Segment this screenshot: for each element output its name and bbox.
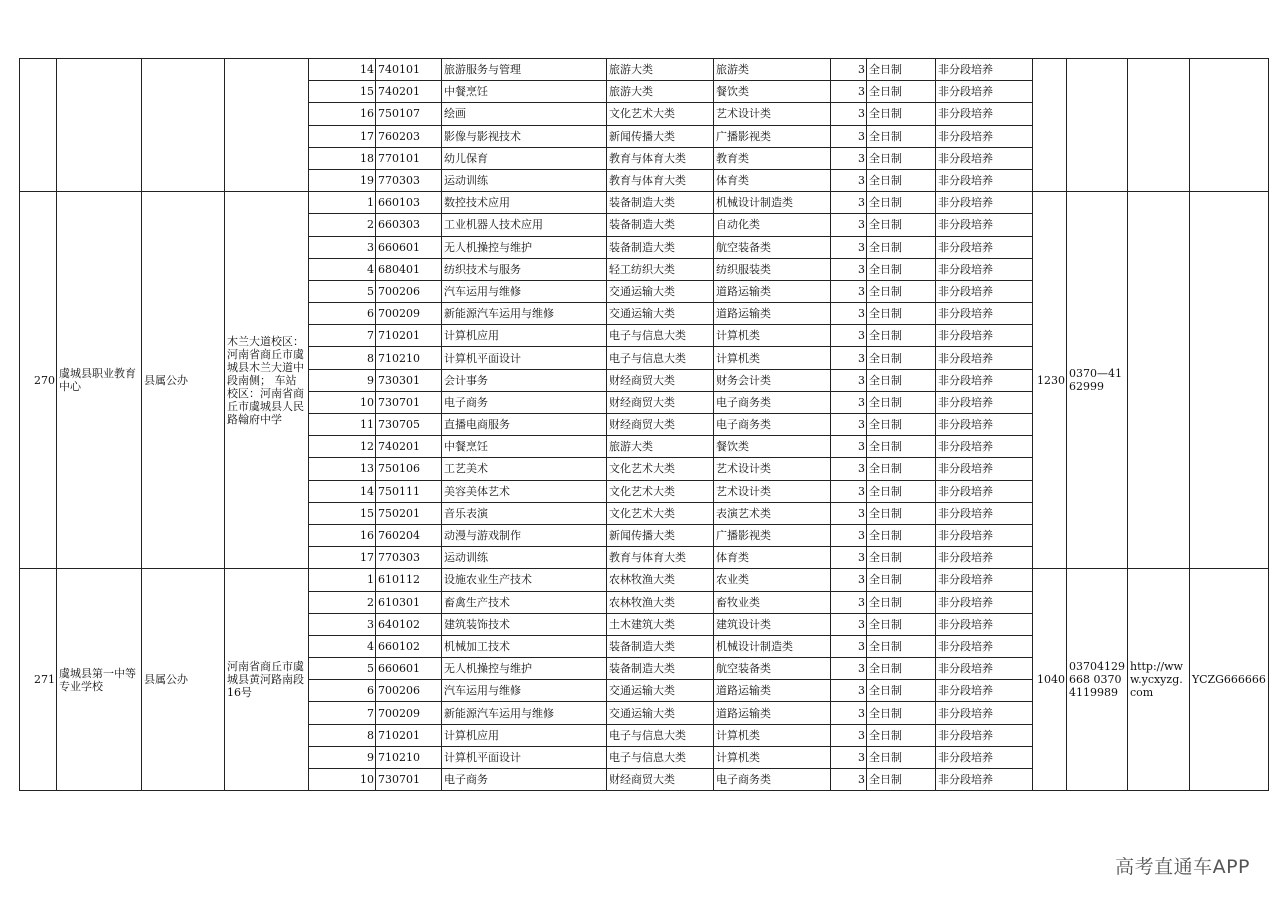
study-mode-cell: 全日制 [867, 769, 936, 791]
major-index-cell: 9 [309, 369, 376, 391]
major-index-cell: 19 [309, 169, 376, 191]
training-mode-cell: 非分段培养 [936, 369, 1033, 391]
major-code-cell: 740201 [376, 436, 442, 458]
major-index-cell: 10 [309, 391, 376, 413]
study-mode-cell: 全日制 [867, 414, 936, 436]
major-code-cell: 660103 [376, 192, 442, 214]
duration-cell: 3 [831, 724, 867, 746]
major-class-cell: 道路运输类 [714, 303, 831, 325]
wechat-cell: YCZG666666 [1190, 569, 1269, 791]
major-name-cell: 绘画 [442, 103, 607, 125]
training-mode-cell: 非分段培养 [936, 280, 1033, 302]
major-index-cell: 3 [309, 613, 376, 635]
duration-cell: 3 [831, 303, 867, 325]
major-code-cell: 760204 [376, 524, 442, 546]
major-class-cell: 体育类 [714, 169, 831, 191]
duration-cell: 3 [831, 702, 867, 724]
school-type-cell [142, 59, 225, 192]
study-mode-cell: 全日制 [867, 591, 936, 613]
major-class-cell: 教育类 [714, 147, 831, 169]
training-mode-cell: 非分段培养 [936, 436, 1033, 458]
duration-cell: 3 [831, 524, 867, 546]
study-mode-cell: 全日制 [867, 81, 936, 103]
major-name-cell: 新能源汽车运用与维修 [442, 702, 607, 724]
training-mode-cell: 非分段培养 [936, 192, 1033, 214]
major-name-cell: 工艺美术 [442, 458, 607, 480]
duration-cell: 3 [831, 746, 867, 768]
major-index-cell: 5 [309, 658, 376, 680]
major-category-cell: 文化艺术大类 [607, 458, 714, 480]
major-index-cell: 8 [309, 724, 376, 746]
training-mode-cell: 非分段培养 [936, 613, 1033, 635]
major-class-cell: 艺术设计类 [714, 458, 831, 480]
phone-cell [1067, 59, 1128, 192]
major-category-cell: 交通运输大类 [607, 303, 714, 325]
wechat-cell [1190, 59, 1269, 192]
major-index-cell: 17 [309, 125, 376, 147]
training-mode-cell: 非分段培养 [936, 169, 1033, 191]
duration-cell: 3 [831, 369, 867, 391]
major-name-cell: 中餐烹饪 [442, 436, 607, 458]
major-code-cell: 770101 [376, 147, 442, 169]
training-mode-cell: 非分段培养 [936, 635, 1033, 657]
major-code-cell: 710201 [376, 724, 442, 746]
duration-cell: 3 [831, 502, 867, 524]
major-category-cell: 农林牧渔大类 [607, 569, 714, 591]
major-code-cell: 610301 [376, 591, 442, 613]
major-class-cell: 旅游类 [714, 59, 831, 81]
training-mode-cell: 非分段培养 [936, 303, 1033, 325]
major-code-cell: 730701 [376, 391, 442, 413]
major-class-cell: 纺织服装类 [714, 258, 831, 280]
training-mode-cell: 非分段培养 [936, 147, 1033, 169]
school-address-cell [225, 59, 309, 192]
major-category-cell: 旅游大类 [607, 59, 714, 81]
study-mode-cell: 全日制 [867, 613, 936, 635]
training-mode-cell: 非分段培养 [936, 680, 1033, 702]
study-mode-cell: 全日制 [867, 680, 936, 702]
study-mode-cell: 全日制 [867, 236, 936, 258]
major-category-cell: 旅游大类 [607, 436, 714, 458]
major-category-cell: 交通运输大类 [607, 280, 714, 302]
major-name-cell: 直播电商服务 [442, 414, 607, 436]
major-index-cell: 16 [309, 103, 376, 125]
major-index-cell: 2 [309, 214, 376, 236]
enrollment-plan-cell [1033, 59, 1067, 192]
duration-cell: 3 [831, 613, 867, 635]
major-category-cell: 装备制造大类 [607, 214, 714, 236]
major-category-cell: 财经商贸大类 [607, 414, 714, 436]
major-class-cell: 财务会计类 [714, 369, 831, 391]
website-cell[interactable] [1128, 59, 1190, 192]
major-name-cell: 无人机操控与维护 [442, 236, 607, 258]
wechat-cell [1190, 192, 1269, 569]
major-class-cell: 计算机类 [714, 347, 831, 369]
major-class-cell: 电子商务类 [714, 414, 831, 436]
major-class-cell: 表演艺术类 [714, 502, 831, 524]
study-mode-cell: 全日制 [867, 214, 936, 236]
duration-cell: 3 [831, 236, 867, 258]
major-index-cell: 15 [309, 81, 376, 103]
study-mode-cell: 全日制 [867, 480, 936, 502]
duration-cell: 3 [831, 347, 867, 369]
major-category-cell: 文化艺术大类 [607, 103, 714, 125]
major-name-cell: 中餐烹饪 [442, 81, 607, 103]
major-class-cell: 道路运输类 [714, 680, 831, 702]
major-category-cell: 土木建筑大类 [607, 613, 714, 635]
duration-cell: 3 [831, 480, 867, 502]
duration-cell: 3 [831, 569, 867, 591]
major-name-cell: 运动训练 [442, 547, 607, 569]
major-code-cell: 710210 [376, 347, 442, 369]
major-code-cell: 640102 [376, 613, 442, 635]
major-code-cell: 740101 [376, 59, 442, 81]
major-class-cell: 计算机类 [714, 724, 831, 746]
major-code-cell: 770303 [376, 547, 442, 569]
phone-cell: 03704129668 03704119989 [1067, 569, 1128, 791]
major-code-cell: 750111 [376, 480, 442, 502]
major-name-cell: 会计事务 [442, 369, 607, 391]
study-mode-cell: 全日制 [867, 746, 936, 768]
major-name-cell: 建筑装饰技术 [442, 613, 607, 635]
major-code-cell: 740201 [376, 81, 442, 103]
training-mode-cell: 非分段培养 [936, 769, 1033, 791]
major-name-cell: 无人机操控与维护 [442, 658, 607, 680]
table-row [20, 59, 1269, 81]
major-name-cell: 数控技术应用 [442, 192, 607, 214]
major-name-cell: 美容美体艺术 [442, 480, 607, 502]
school-seq-cell: 271 [20, 569, 57, 791]
training-mode-cell: 非分段培养 [936, 347, 1033, 369]
study-mode-cell: 全日制 [867, 369, 936, 391]
major-index-cell: 11 [309, 414, 376, 436]
major-name-cell: 畜禽生产技术 [442, 591, 607, 613]
study-mode-cell: 全日制 [867, 125, 936, 147]
training-mode-cell: 非分段培养 [936, 258, 1033, 280]
major-index-cell: 6 [309, 680, 376, 702]
major-category-cell: 教育与体育大类 [607, 147, 714, 169]
major-class-cell: 航空装备类 [714, 658, 831, 680]
major-class-cell: 电子商务类 [714, 769, 831, 791]
major-code-cell: 760203 [376, 125, 442, 147]
table-row [20, 192, 1269, 214]
duration-cell: 3 [831, 635, 867, 657]
table-body [20, 59, 1269, 791]
study-mode-cell: 全日制 [867, 658, 936, 680]
major-category-cell: 装备制造大类 [607, 236, 714, 258]
study-mode-cell: 全日制 [867, 635, 936, 657]
training-mode-cell: 非分段培养 [936, 502, 1033, 524]
major-category-cell: 轻工纺织大类 [607, 258, 714, 280]
training-mode-cell: 非分段培养 [936, 591, 1033, 613]
study-mode-cell: 全日制 [867, 391, 936, 413]
major-code-cell: 660601 [376, 236, 442, 258]
major-name-cell: 机械加工技术 [442, 635, 607, 657]
study-mode-cell: 全日制 [867, 569, 936, 591]
school-name-cell [57, 59, 142, 192]
major-name-cell: 音乐表演 [442, 502, 607, 524]
major-class-cell: 自动化类 [714, 214, 831, 236]
enrollment-plan-cell: 1230 [1033, 192, 1067, 569]
duration-cell: 3 [831, 258, 867, 280]
school-seq-cell [20, 59, 57, 192]
study-mode-cell: 全日制 [867, 59, 936, 81]
major-name-cell: 计算机应用 [442, 724, 607, 746]
major-index-cell: 7 [309, 325, 376, 347]
major-class-cell: 广播影视类 [714, 125, 831, 147]
major-code-cell: 770303 [376, 169, 442, 191]
major-index-cell: 2 [309, 591, 376, 613]
training-mode-cell: 非分段培养 [936, 724, 1033, 746]
major-class-cell: 航空装备类 [714, 236, 831, 258]
major-name-cell: 计算机平面设计 [442, 347, 607, 369]
study-mode-cell: 全日制 [867, 547, 936, 569]
major-code-cell: 660102 [376, 635, 442, 657]
major-class-cell: 广播影视类 [714, 524, 831, 546]
major-class-cell: 道路运输类 [714, 702, 831, 724]
major-name-cell: 计算机平面设计 [442, 746, 607, 768]
study-mode-cell: 全日制 [867, 524, 936, 546]
major-index-cell: 14 [309, 59, 376, 81]
major-class-cell: 机械设计制造类 [714, 635, 831, 657]
duration-cell: 3 [831, 325, 867, 347]
duration-cell: 3 [831, 591, 867, 613]
major-category-cell: 电子与信息大类 [607, 724, 714, 746]
major-code-cell: 730301 [376, 369, 442, 391]
major-code-cell: 660303 [376, 214, 442, 236]
major-name-cell: 影像与影视技术 [442, 125, 607, 147]
duration-cell: 3 [831, 169, 867, 191]
major-index-cell: 5 [309, 280, 376, 302]
study-mode-cell: 全日制 [867, 192, 936, 214]
major-index-cell: 1 [309, 192, 376, 214]
major-index-cell: 4 [309, 635, 376, 657]
watermark: 高考直通车APP [1115, 856, 1250, 878]
school-name-cell: 虞城县第一中等专业学校 [57, 569, 142, 791]
major-code-cell: 750107 [376, 103, 442, 125]
study-mode-cell: 全日制 [867, 724, 936, 746]
major-category-cell: 教育与体育大类 [607, 169, 714, 191]
major-name-cell: 运动训练 [442, 169, 607, 191]
training-mode-cell: 非分段培养 [936, 81, 1033, 103]
enrollment-plan-cell: 1040 [1033, 569, 1067, 791]
major-name-cell: 电子商务 [442, 769, 607, 791]
training-mode-cell: 非分段培养 [936, 414, 1033, 436]
major-category-cell: 电子与信息大类 [607, 746, 714, 768]
phone-cell: 0370—4162999 [1067, 192, 1128, 569]
training-mode-cell: 非分段培养 [936, 59, 1033, 81]
major-category-cell: 新闻传播大类 [607, 524, 714, 546]
major-index-cell: 10 [309, 769, 376, 791]
study-mode-cell: 全日制 [867, 347, 936, 369]
school-name-cell: 虞城县职业教育中心 [57, 192, 142, 569]
study-mode-cell: 全日制 [867, 103, 936, 125]
training-mode-cell: 非分段培养 [936, 524, 1033, 546]
duration-cell: 3 [831, 192, 867, 214]
study-mode-cell: 全日制 [867, 702, 936, 724]
major-name-cell: 纺织技术与服务 [442, 258, 607, 280]
major-index-cell: 1 [309, 569, 376, 591]
major-class-cell: 艺术设计类 [714, 480, 831, 502]
major-code-cell: 730701 [376, 769, 442, 791]
school-address-cell: 河南省商丘市虞城县黄河路南段16号 [225, 569, 309, 791]
major-category-cell: 农林牧渔大类 [607, 591, 714, 613]
major-class-cell: 电子商务类 [714, 391, 831, 413]
major-category-cell: 文化艺术大类 [607, 502, 714, 524]
training-mode-cell: 非分段培养 [936, 702, 1033, 724]
major-name-cell: 新能源汽车运用与维修 [442, 303, 607, 325]
major-code-cell: 750106 [376, 458, 442, 480]
major-index-cell: 13 [309, 458, 376, 480]
major-class-cell: 餐饮类 [714, 81, 831, 103]
duration-cell: 3 [831, 147, 867, 169]
training-mode-cell: 非分段培养 [936, 103, 1033, 125]
study-mode-cell: 全日制 [867, 280, 936, 302]
major-category-cell: 财经商贸大类 [607, 369, 714, 391]
major-name-cell: 工业机器人技术应用 [442, 214, 607, 236]
duration-cell: 3 [831, 680, 867, 702]
major-name-cell: 汽车运用与维修 [442, 680, 607, 702]
enrollment-table [19, 58, 1269, 791]
table-row [20, 569, 1269, 591]
training-mode-cell: 非分段培养 [936, 391, 1033, 413]
website-cell[interactable]: http://www.ycxyzg.com [1128, 569, 1190, 791]
training-mode-cell: 非分段培养 [936, 746, 1033, 768]
major-index-cell: 15 [309, 502, 376, 524]
major-code-cell: 750201 [376, 502, 442, 524]
training-mode-cell: 非分段培养 [936, 658, 1033, 680]
duration-cell: 3 [831, 280, 867, 302]
major-name-cell: 旅游服务与管理 [442, 59, 607, 81]
school-seq-cell: 270 [20, 192, 57, 569]
major-category-cell: 财经商贸大类 [607, 391, 714, 413]
major-index-cell: 9 [309, 746, 376, 768]
major-index-cell: 17 [309, 547, 376, 569]
major-code-cell: 700209 [376, 303, 442, 325]
major-category-cell: 财经商贸大类 [607, 769, 714, 791]
duration-cell: 3 [831, 214, 867, 236]
major-index-cell: 6 [309, 303, 376, 325]
major-index-cell: 3 [309, 236, 376, 258]
training-mode-cell: 非分段培养 [936, 569, 1033, 591]
duration-cell: 3 [831, 658, 867, 680]
major-code-cell: 700206 [376, 280, 442, 302]
study-mode-cell: 全日制 [867, 147, 936, 169]
major-category-cell: 新闻传播大类 [607, 125, 714, 147]
major-category-cell: 教育与体育大类 [607, 547, 714, 569]
major-index-cell: 8 [309, 347, 376, 369]
major-index-cell: 16 [309, 524, 376, 546]
study-mode-cell: 全日制 [867, 303, 936, 325]
major-name-cell: 汽车运用与维修 [442, 280, 607, 302]
major-code-cell: 680401 [376, 258, 442, 280]
duration-cell: 3 [831, 436, 867, 458]
major-category-cell: 装备制造大类 [607, 192, 714, 214]
duration-cell: 3 [831, 103, 867, 125]
major-index-cell: 4 [309, 258, 376, 280]
major-code-cell: 710210 [376, 746, 442, 768]
study-mode-cell: 全日制 [867, 436, 936, 458]
duration-cell: 3 [831, 81, 867, 103]
major-index-cell: 7 [309, 702, 376, 724]
major-class-cell: 艺术设计类 [714, 103, 831, 125]
training-mode-cell: 非分段培养 [936, 236, 1033, 258]
school-type-cell: 县属公办 [142, 192, 225, 569]
training-mode-cell: 非分段培养 [936, 480, 1033, 502]
major-class-cell: 机械设计制造类 [714, 192, 831, 214]
major-category-cell: 旅游大类 [607, 81, 714, 103]
major-name-cell: 计算机应用 [442, 325, 607, 347]
major-class-cell: 餐饮类 [714, 436, 831, 458]
major-category-cell: 装备制造大类 [607, 658, 714, 680]
major-category-cell: 文化艺术大类 [607, 480, 714, 502]
major-category-cell: 电子与信息大类 [607, 325, 714, 347]
website-cell[interactable] [1128, 192, 1190, 569]
major-code-cell: 660601 [376, 658, 442, 680]
training-mode-cell: 非分段培养 [936, 458, 1033, 480]
major-code-cell: 710201 [376, 325, 442, 347]
study-mode-cell: 全日制 [867, 169, 936, 191]
duration-cell: 3 [831, 458, 867, 480]
major-class-cell: 建筑设计类 [714, 613, 831, 635]
major-code-cell: 730705 [376, 414, 442, 436]
school-type-cell: 县属公办 [142, 569, 225, 791]
study-mode-cell: 全日制 [867, 458, 936, 480]
major-name-cell: 幼儿保育 [442, 147, 607, 169]
major-class-cell: 计算机类 [714, 746, 831, 768]
major-category-cell: 交通运输大类 [607, 680, 714, 702]
study-mode-cell: 全日制 [867, 325, 936, 347]
training-mode-cell: 非分段培养 [936, 214, 1033, 236]
major-code-cell: 610112 [376, 569, 442, 591]
training-mode-cell: 非分段培养 [936, 125, 1033, 147]
duration-cell: 3 [831, 547, 867, 569]
study-mode-cell: 全日制 [867, 502, 936, 524]
study-mode-cell: 全日制 [867, 258, 936, 280]
major-name-cell: 设施农业生产技术 [442, 569, 607, 591]
major-code-cell: 700206 [376, 680, 442, 702]
major-name-cell: 动漫与游戏制作 [442, 524, 607, 546]
duration-cell: 3 [831, 59, 867, 81]
major-index-cell: 12 [309, 436, 376, 458]
major-index-cell: 14 [309, 480, 376, 502]
school-address-cell: 木兰大道校区：河南省商丘市虞城县木兰大道中段南侧； 车站校区：河南省商丘市虞城县人民路翰府中学 [225, 192, 309, 569]
major-name-cell: 电子商务 [442, 391, 607, 413]
major-class-cell: 道路运输类 [714, 280, 831, 302]
major-code-cell: 700209 [376, 702, 442, 724]
major-index-cell: 18 [309, 147, 376, 169]
major-class-cell: 体育类 [714, 547, 831, 569]
major-class-cell: 农业类 [714, 569, 831, 591]
training-mode-cell: 非分段培养 [936, 325, 1033, 347]
major-category-cell: 交通运输大类 [607, 702, 714, 724]
major-class-cell: 计算机类 [714, 325, 831, 347]
duration-cell: 3 [831, 391, 867, 413]
major-category-cell: 装备制造大类 [607, 635, 714, 657]
duration-cell: 3 [831, 769, 867, 791]
training-mode-cell: 非分段培养 [936, 547, 1033, 569]
major-class-cell: 畜牧业类 [714, 591, 831, 613]
duration-cell: 3 [831, 125, 867, 147]
duration-cell: 3 [831, 414, 867, 436]
major-category-cell: 电子与信息大类 [607, 347, 714, 369]
